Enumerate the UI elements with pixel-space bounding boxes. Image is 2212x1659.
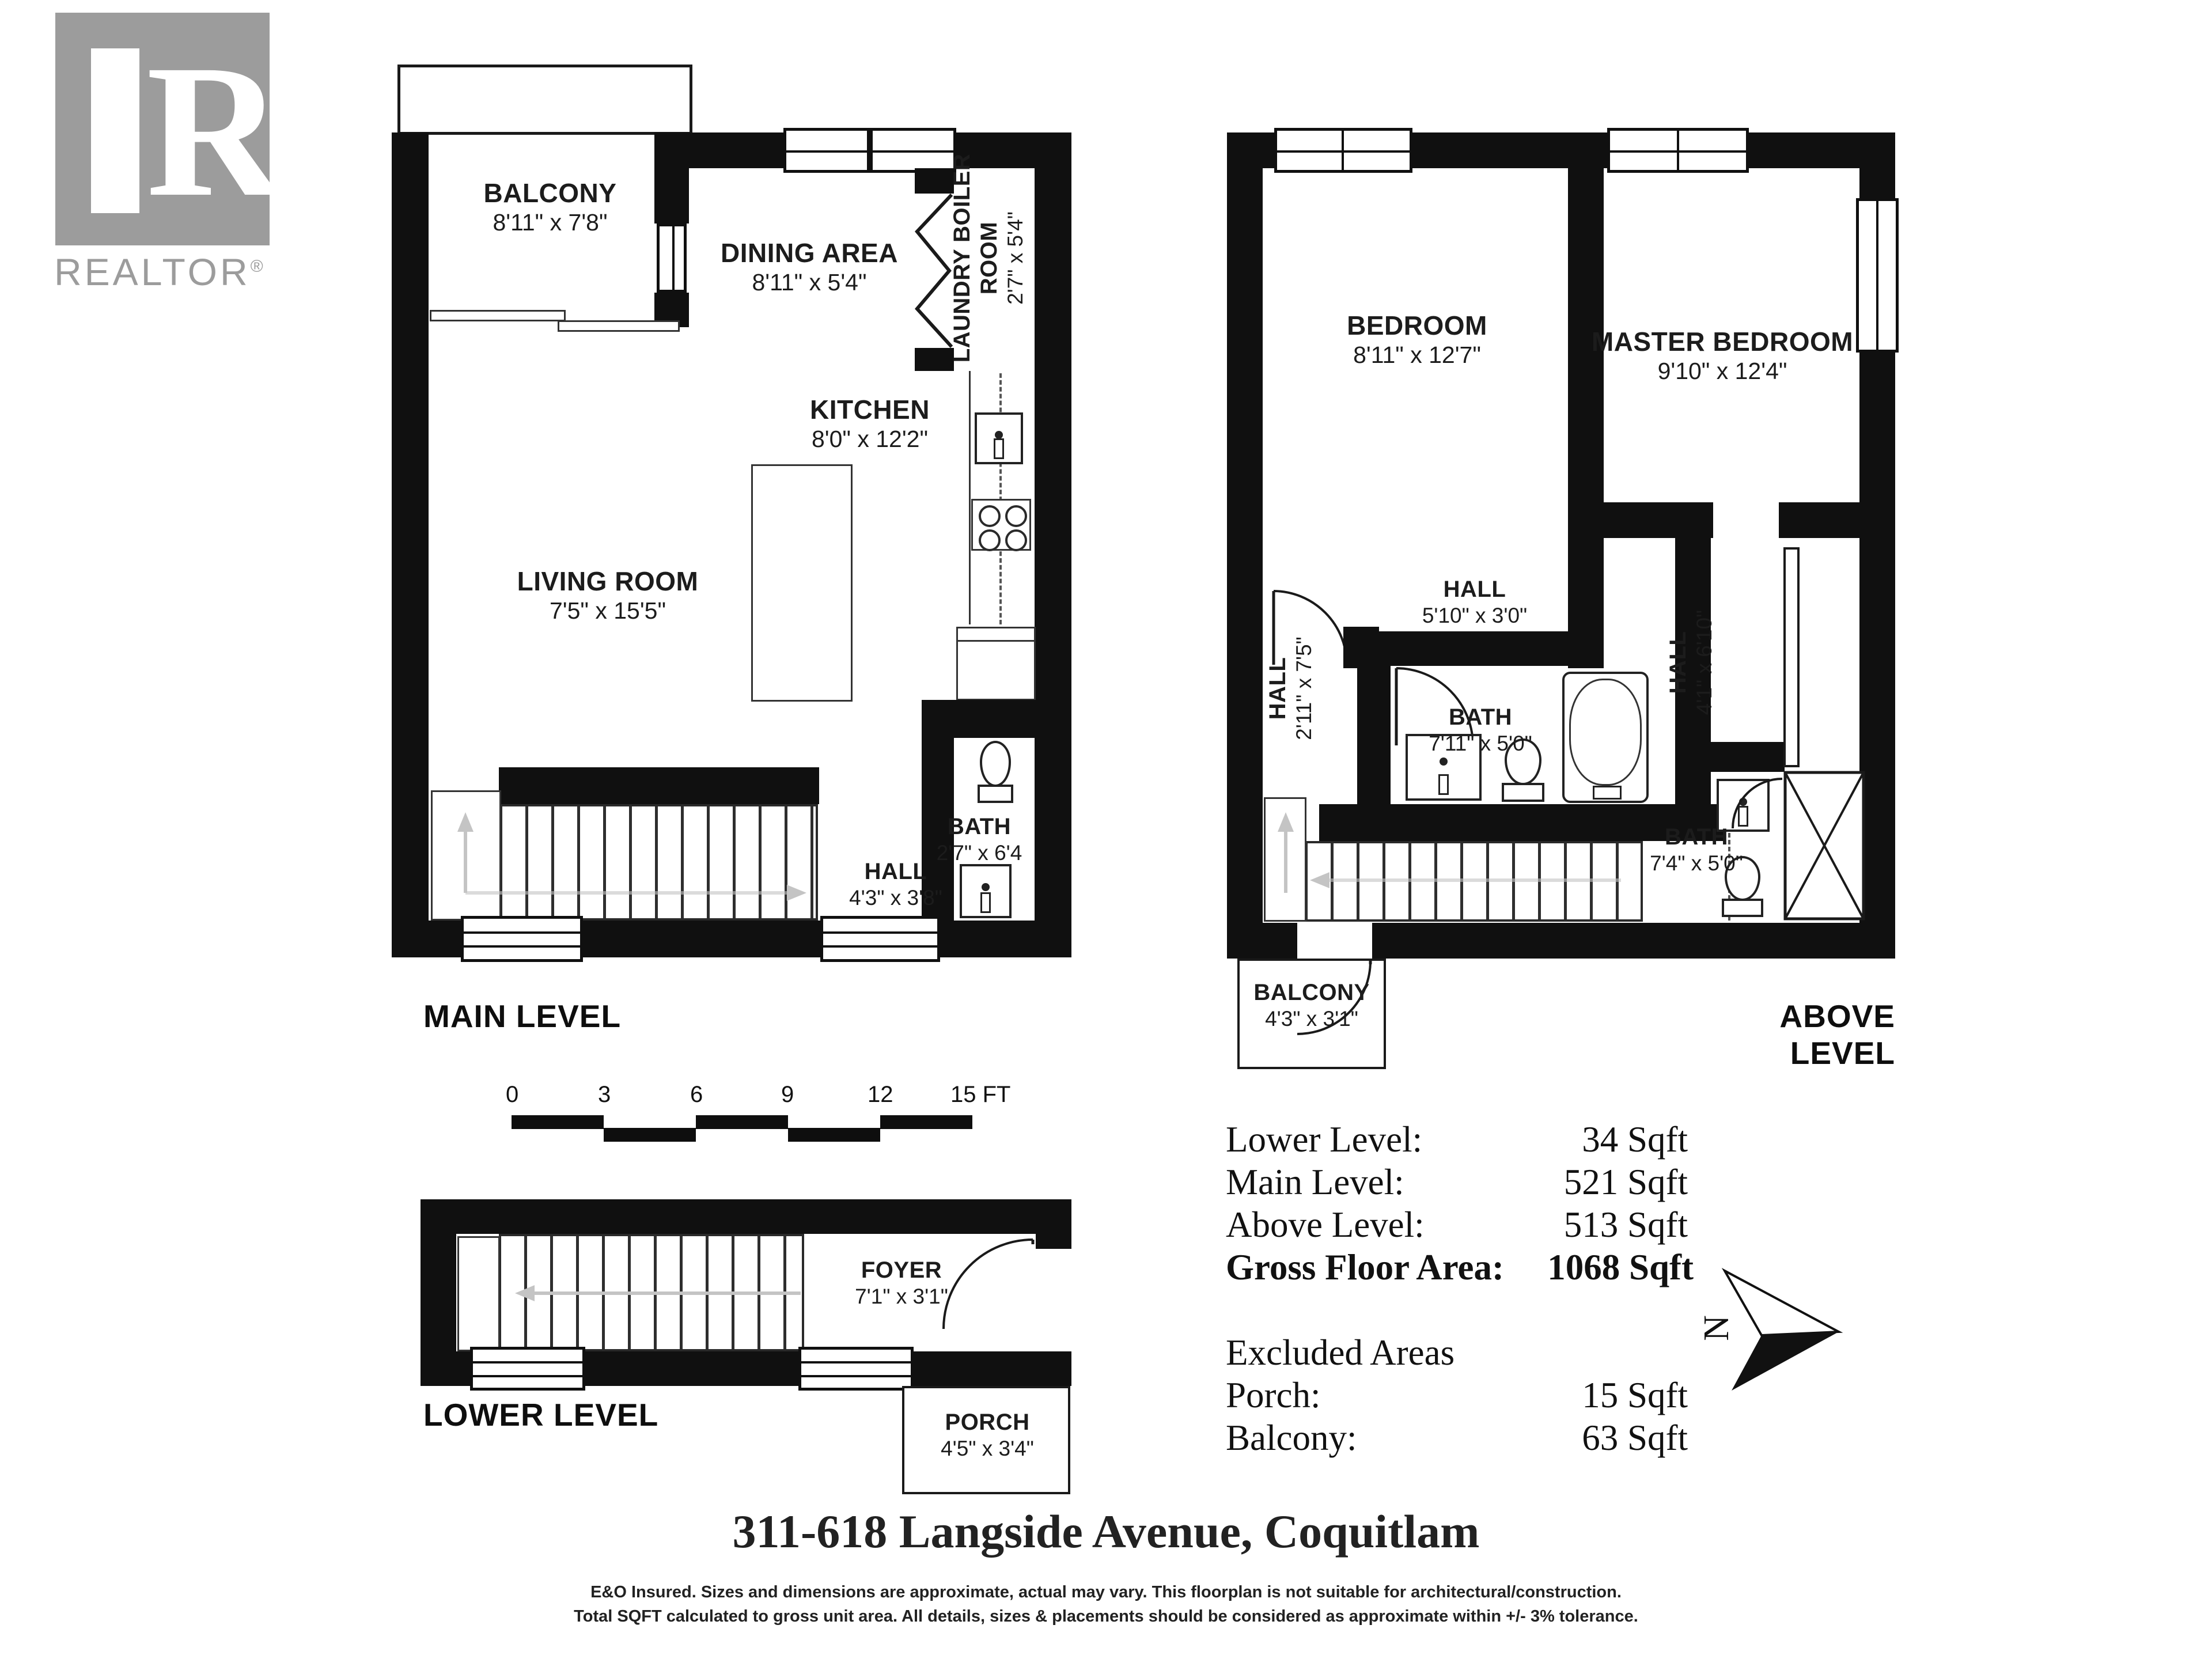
wall: [915, 348, 954, 371]
scale-bar-segment: [512, 1115, 604, 1129]
room-name: LAUNDRY BOILER ROOM: [949, 153, 1002, 363]
window: [820, 916, 940, 962]
wall: [1227, 132, 1263, 959]
room-label-master-bedroom: [1584, 326, 1861, 385]
room-dims: 8'11" x 5'4": [752, 269, 867, 296]
window: [1607, 128, 1749, 173]
toilet: [976, 741, 1015, 803]
realtor-wordmark-text: REALTOR: [54, 251, 251, 293]
excluded-label: Porch:: [1226, 1375, 1321, 1415]
room-dims: 7'11" x 5'0": [1429, 732, 1532, 756]
scale-bar-segment: [696, 1115, 788, 1129]
room-name: HALL: [1265, 657, 1290, 720]
wall: [1568, 168, 1604, 668]
wall: [392, 132, 429, 957]
room-label-hall-main: [821, 858, 971, 911]
window: [798, 1347, 914, 1391]
room-name: BATH: [1448, 704, 1513, 730]
room-dims: 8'11" x 12'7": [1353, 342, 1481, 369]
closet-slider: [1783, 547, 1800, 767]
room-dims: 8'11" x 7'8": [493, 209, 608, 236]
room-label-bedroom: [1290, 310, 1544, 369]
room-name: MASTER BEDROOM: [1591, 327, 1854, 357]
window: [1856, 198, 1899, 353]
stair-direction-arrow: [1270, 806, 1638, 910]
room-name: KITCHEN: [810, 395, 930, 425]
excluded-value: 15 Sqft: [1582, 1375, 1688, 1415]
room-name: LIVING ROOM: [517, 566, 699, 596]
wall: [1357, 631, 1568, 666]
room-label-hall-center: [1380, 576, 1570, 628]
room-name: HALL: [1443, 577, 1506, 602]
disclaimer-line-1: E&O Insured. Sizes and dimensions are approximate, actual may vary. This floorplan is not suitable for architectural/construction.: [590, 1583, 1622, 1601]
wall: [1604, 502, 1713, 538]
room-name: BALCONY: [1253, 980, 1370, 1005]
wall: [922, 700, 1071, 738]
wall: [1779, 502, 1859, 538]
room-label-living-room: [484, 566, 732, 625]
summary-row: [1226, 1204, 1688, 1246]
page-title: 311-618 Langside Avenue, Coquitlam: [732, 1505, 1480, 1558]
wall: [1036, 1199, 1071, 1249]
excluded-areas-title: Excluded Areas: [1226, 1332, 1455, 1373]
room-dims: 7'4" x 5'0": [1650, 851, 1743, 876]
room-label-foyer: [806, 1257, 997, 1309]
above-level-label: ABOVE LEVEL: [1779, 998, 1895, 1071]
scale-bar-segment: [788, 1128, 880, 1142]
room-name: BATH: [947, 814, 1012, 839]
room-name: BATH: [1664, 824, 1729, 850]
room-dims: 4'3" x 3'8": [849, 886, 942, 910]
window: [461, 916, 583, 962]
summary-label: Above Level:: [1226, 1205, 1425, 1245]
room-label-dining-area: [685, 237, 933, 297]
window: [783, 128, 870, 173]
scale-tick: 15 FT: [950, 1082, 1011, 1107]
room-name: PORCH: [945, 1410, 1030, 1435]
sliding-door: [430, 310, 566, 321]
kitchen-island: [751, 464, 853, 702]
door-arc: [1732, 778, 1783, 830]
stair-landing: [457, 1236, 500, 1351]
scale-bar-segment: [604, 1128, 696, 1142]
room-label-hall-left: [1264, 567, 1328, 809]
x-closet: [1783, 771, 1865, 921]
summary-label: Lower Level:: [1226, 1119, 1423, 1160]
scale-bar-segment: [880, 1115, 972, 1129]
room-dims: 4'5" x 3'4": [941, 1437, 1034, 1461]
room-name: FOYER: [861, 1257, 942, 1283]
wall: [915, 168, 954, 194]
room-label-kitchen: [749, 394, 991, 453]
room-dims: 5'10" x 3'0": [1422, 604, 1528, 628]
room-dims: 4'1" x 6'10": [1692, 609, 1717, 715]
room-dims: 8'0" x 12'2": [811, 426, 929, 453]
scale-bar: [501, 1082, 1020, 1145]
stair-direction-arrow: [507, 1273, 806, 1313]
room-label-hall-right: [1665, 541, 1728, 783]
summary-gross-row: [1226, 1247, 1694, 1289]
lower-level-label: LOWER LEVEL: [423, 1397, 659, 1433]
summary-gross-label: Gross Floor Area:: [1226, 1247, 1504, 1287]
excluded-row: [1226, 1417, 1688, 1459]
window: [1274, 128, 1412, 173]
main-level-label: MAIN LEVEL: [423, 998, 622, 1034]
north-arrow-icon: [1703, 1263, 1847, 1401]
scale-tick: 9: [781, 1082, 794, 1107]
room-dims: 9'10" x 12'4": [1657, 358, 1787, 385]
room-name: HALL: [864, 859, 927, 884]
excluded-row: [1226, 1374, 1688, 1416]
summary-value: 34 Sqft: [1582, 1119, 1688, 1160]
room-label-bath-right: [1607, 824, 1786, 876]
room-name: DINING AREA: [721, 238, 898, 268]
realtor-logo-bar: [91, 48, 139, 213]
scale-tick: 12: [868, 1082, 893, 1107]
room-dims: 2'11" x 7'5": [1292, 637, 1316, 740]
north-label: N: [1696, 1315, 1736, 1341]
stove: [971, 499, 1031, 551]
wall: [499, 767, 819, 804]
door-gap: [1297, 923, 1372, 960]
scale-tick: 0: [506, 1082, 519, 1107]
summary-row: [1226, 1161, 1688, 1203]
room-label-laundry-boiler-room: [949, 149, 1035, 368]
room-name: BALCONY: [483, 178, 617, 208]
realtor-logo-letter: R: [146, 26, 284, 236]
room-label-bath-center: [1382, 704, 1578, 756]
room-dims: 4'3" x 3'1": [1265, 1007, 1358, 1031]
excluded-value: 63 Sqft: [1582, 1418, 1688, 1458]
summary-value: 521 Sqft: [1563, 1162, 1688, 1202]
scale-tick: 6: [690, 1082, 703, 1107]
realtor-wordmark: [54, 250, 266, 294]
room-dims: 7'1" x 3'1": [855, 1285, 948, 1309]
window: [470, 1347, 585, 1391]
summary-value: 513 Sqft: [1563, 1205, 1688, 1245]
north-arrow: [1696, 1263, 1847, 1401]
room-dims: 2'7" x 5'4": [1003, 211, 1028, 305]
room-name: BEDROOM: [1347, 310, 1487, 340]
stair-direction-arrow: [444, 806, 812, 910]
excluded-label: Balcony:: [1226, 1418, 1357, 1458]
summary-gross-value: 1068 Sqft: [1547, 1247, 1694, 1287]
disclaimer-line-2: Total SQFT calculated to gross unit area. All details, sizes & placements should be considered as approximate within +/- 3% tolerance.: [574, 1607, 1638, 1626]
wall: [421, 1199, 1071, 1234]
room-dims: 7'5" x 15'5": [549, 597, 666, 624]
registered-mark: ®: [250, 257, 266, 276]
room-label-balcony-above: [1240, 979, 1384, 1032]
room-label-porch: [909, 1409, 1066, 1461]
summary-row: [1226, 1119, 1688, 1161]
realtor-logo: [55, 13, 284, 245]
balcony-railing: [397, 65, 692, 135]
window: [870, 128, 956, 173]
fridge: [956, 627, 1036, 700]
room-label-balcony-main: [426, 177, 674, 237]
room-dims: 2'7" x 6'4: [936, 841, 1022, 865]
room-name: HALL: [1665, 631, 1691, 694]
sliding-door: [558, 320, 680, 332]
summary-label: Main Level:: [1226, 1162, 1404, 1202]
scale-tick: 3: [598, 1082, 611, 1107]
